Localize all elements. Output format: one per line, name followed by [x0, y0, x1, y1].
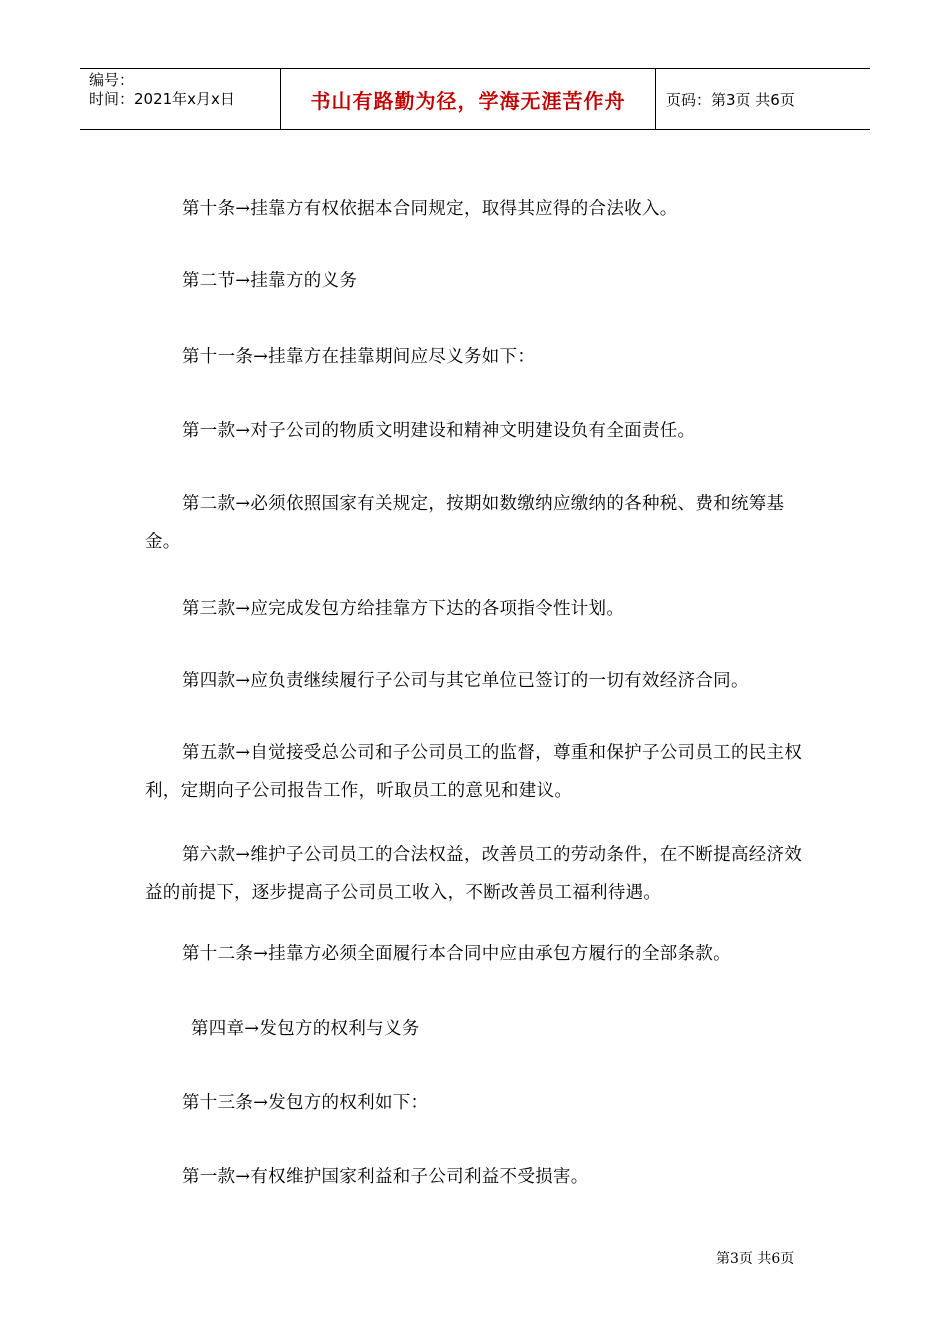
- paragraph: 第二款→必须依照国家有关规定，按期如数缴纳应缴纳的各种税、费和统筹基金。: [145, 494, 785, 552]
- paragraph: 第一款→对子公司的物质文明建设和精神文明建设负有全面责任。: [182, 421, 696, 441]
- page-footer: 第3页 共6页: [716, 1251, 795, 1267]
- paragraph: 第十二条→挂靠方必须全面履行本合同中应由承包方履行的全部条款。: [182, 944, 731, 964]
- paragraph: 第四款→应负责继续履行子公司与其它单位已签订的一切有效经济合同。: [182, 671, 749, 691]
- paragraph: 第十三条→发包方的权利如下：: [182, 1093, 429, 1113]
- chapter-heading: 第四章→发包方的权利与义务: [191, 1019, 420, 1039]
- paragraph: 第三款→应完成发包方给挂靠方下达的各项指令性计划。: [182, 599, 625, 619]
- header-motto: 书山有路勤为径，学海无涯苦作舟: [281, 69, 656, 129]
- paragraph: 第十条→挂靠方有权依据本合同规定，取得其应得的合法收入。: [182, 199, 678, 219]
- paragraph: 第一款→有权维护国家利益和子公司利益不受损害。: [182, 1167, 589, 1187]
- header-meta: [80, 69, 281, 129]
- paragraph: 第五款→自觉接受总公司和子公司员工的监督，尊重和保护子公司员工的民主权利，定期向子公司报告工作，听取员工的意见和建议。: [145, 743, 803, 801]
- paragraph: 第六款→维护子公司员工的合法权益，改善员工的劳动条件，在不断提高经济效益的前提下，逐步提高子公司员工收入，不断改善员工福利待遇。: [145, 845, 803, 903]
- header-page-number: 页码：第3页 共6页: [666, 90, 795, 109]
- section-heading: 第二节→挂靠方的义务: [182, 271, 358, 291]
- paragraph: 第十一条→挂靠方在挂靠期间应尽义务如下：: [182, 347, 536, 367]
- document-time-label: 时间：2021年x月x日: [89, 90, 235, 108]
- page-header: [80, 68, 870, 130]
- document-number-label: 编号：: [89, 71, 135, 89]
